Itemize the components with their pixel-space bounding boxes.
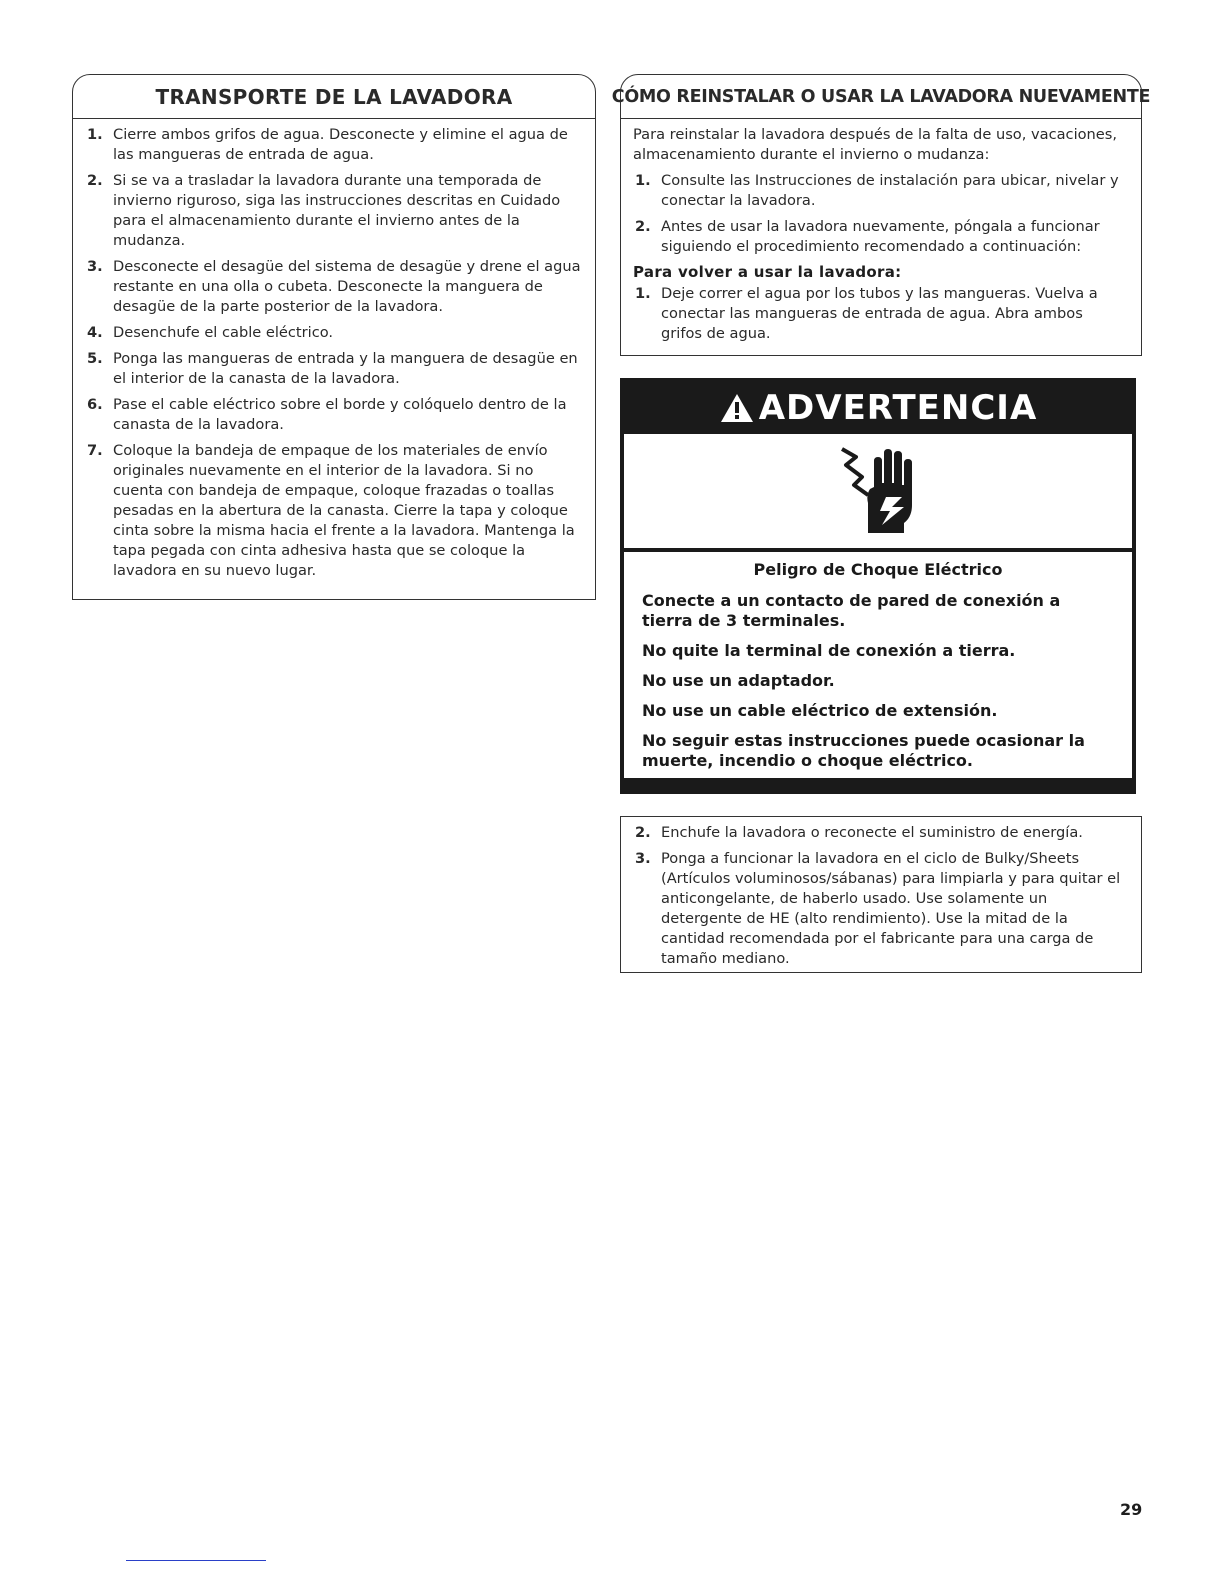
- continued-steps-section: [620, 816, 1142, 973]
- step-text: Antes de usar la lavadora nuevamente, póngala a funcionar siguiendo el procedimiento recomendado a continuación:: [661, 218, 1100, 255]
- step-number: 7.: [87, 442, 103, 459]
- step-number: 3.: [87, 258, 103, 275]
- reinstall-steps: [633, 171, 1127, 257]
- list-item: [85, 395, 581, 435]
- transport-section: [72, 74, 596, 600]
- step-number: 2.: [635, 824, 651, 841]
- step-text: Desconecte el desagüe del sistema de desagüe y drene el agua restante en una olla o cubeta. Desconecte la manguera de desagüe de la parte posterior de la lavadora.: [113, 258, 581, 315]
- reinstall-intro: Para reinstalar la lavadora después de la falta de uso, vacaciones, almacenamiento durante el invierno o mudanza:: [633, 126, 1118, 163]
- list-item: [633, 849, 1127, 969]
- list-item: [85, 257, 581, 317]
- reuse-steps: [633, 284, 1127, 344]
- list-item: [85, 125, 581, 165]
- step-number: 5.: [87, 350, 103, 367]
- step-text: Coloque la bandeja de empaque de los materiales de envío originales nuevamente en el interior de la lavadora. Si no cuenta con bandeja de empaque, coloque frazadas o toallas pesadas en la abertura de la canasta. Cierre la tapa y coloque cinta sobre la misma hacia el frente a la lavadora. Mantenga la tapa pegada con cinta adhesiva hasta que se coloque la lavadora en su nuevo lugar.: [113, 442, 575, 579]
- step-number: 1.: [635, 285, 651, 302]
- warning-line: No use un adaptador.: [642, 671, 835, 690]
- continued-steps: [633, 823, 1127, 969]
- list-item: [633, 217, 1127, 257]
- step-number: 6.: [87, 396, 103, 413]
- step-text: Deje correr el agua por los tubos y las mangueras. Vuelva a conectar las mangueras de entrada de agua. Abra ambos grifos de agua.: [661, 285, 1098, 342]
- list-item: [633, 171, 1127, 211]
- warning-banner-text: ADVERTENCIA: [758, 388, 1038, 428]
- list-item: [85, 171, 581, 251]
- step-number: 4.: [87, 324, 103, 341]
- transport-steps: [85, 125, 581, 581]
- list-item: [633, 823, 1127, 843]
- reuse-subheading: Para volver a usar la lavadora:: [633, 263, 902, 281]
- step-number: 3.: [635, 850, 651, 867]
- warning-heading: Peligro de Choque Eléctrico: [753, 560, 1003, 579]
- hazard-symbol-area: [624, 434, 1132, 548]
- step-number: 2.: [635, 218, 651, 235]
- warning-line: No quite la terminal de conexión a tierra.: [642, 641, 1016, 660]
- step-text: Enchufe la lavadora o reconecte el suministro de energía.: [661, 824, 1083, 841]
- footer-rule: [126, 1560, 266, 1561]
- warning-text-area: [624, 552, 1132, 778]
- electric-shock-hand-icon: [838, 443, 918, 539]
- reinstall-section: [611, 74, 1151, 356]
- list-item: [85, 323, 581, 343]
- warning-box: [620, 378, 1136, 794]
- page-number: 29: [1120, 1500, 1143, 1519]
- step-text: Cierre ambos grifos de agua. Desconecte y elimine el agua de las mangueras de entrada de agua.: [113, 126, 568, 163]
- transport-title: TRANSPORTE DE LA LAVADORA: [73, 75, 595, 119]
- list-item: [633, 284, 1127, 344]
- warning-triangle-icon: [719, 392, 755, 424]
- reinstall-title: CÓMO REINSTALAR O USAR LA LAVADORA NUEVAMENTE: [621, 75, 1141, 119]
- warning-line: Conecte a un contacto de pared de conexión a tierra de 3 terminales.: [642, 591, 1061, 630]
- warning-banner: [624, 382, 1132, 434]
- step-text: Si se va a trasladar la lavadora durante una temporada de invierno riguroso, siga las instrucciones descritas en Cuidado para el almacenamiento durante el invierno antes de la mudanza.: [113, 172, 561, 249]
- step-text: Desenchufe el cable eléctrico.: [113, 324, 334, 341]
- step-text: Ponga las mangueras de entrada y la manguera de desagüe en el interior de la canasta de la lavadora.: [113, 350, 578, 387]
- step-number: 1.: [87, 126, 103, 143]
- list-item: [85, 441, 581, 581]
- list-item: [85, 349, 581, 389]
- step-number: 1.: [635, 172, 651, 189]
- step-text: Pase el cable eléctrico sobre el borde y colóquelo dentro de la canasta de la lavadora.: [113, 396, 567, 433]
- step-text: Ponga a funcionar la lavadora en el ciclo de Bulky/Sheets (Artículos voluminosos/sábanas) para limpiarla y para quitar el anticongelante, de haberlo usado. Use solamente un detergente de HE (alto rendimiento). Use la mitad de la cantidad recomendada por el fabricante para una carga de tamaño mediano.: [661, 850, 1121, 967]
- warning-line: No seguir estas instrucciones puede ocasionar la muerte, incendio o choque eléctrico.: [642, 731, 1085, 770]
- step-number: 2.: [87, 172, 103, 189]
- step-text: Consulte las Instrucciones de instalación para ubicar, nivelar y conectar la lavadora.: [661, 172, 1119, 209]
- warning-line: No use un cable eléctrico de extensión.: [642, 701, 998, 720]
